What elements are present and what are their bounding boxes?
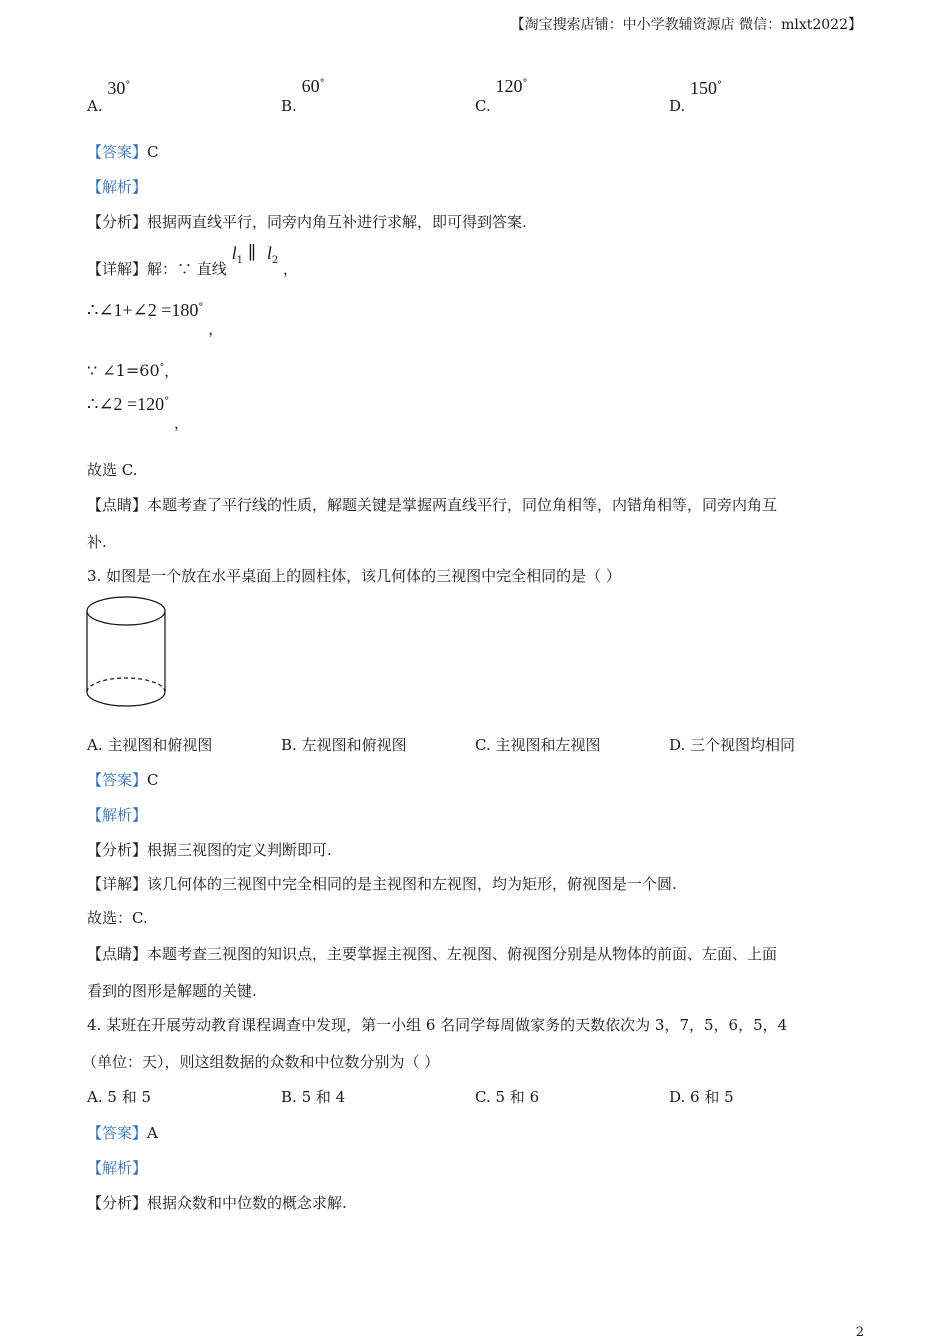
q4-fenxi: 【分析】根据众数和中位数的概念求解. [87,1194,347,1212]
q3-option-c: C. 主视图和左视图 [475,736,601,754]
q2-dianjing-cont: 补. [87,533,107,551]
page-header: 【淘宝搜索店铺：中小学教辅资源店 微信：mlxt2022】 [510,17,862,33]
q3-dianjing-cont: 看到的图形是解题的关键. [87,982,257,1000]
q2-option-d: D. 150° [669,78,723,115]
q3-answer: 【答案】C [87,771,159,789]
q2-fenxi: 【分析】根据两直线平行，同旁内角互补进行求解，即可得到答案. [87,213,527,231]
q4-answer: 【答案】A [87,1124,158,1142]
q2-analysis-tag: 【解析】 [87,178,148,196]
q4-option-c: C. 5 和 6 [475,1088,540,1106]
q2-dianjing: 【点睛】本题考查了平行线的性质，解题关键是掌握两直线平行，同位角相等，内错角相等，同旁内角互 [87,496,778,514]
q4-option-b: B. 5 和 4 [281,1088,346,1106]
q2-option-b: B. 60° [281,76,325,115]
q3-xiangjie: 【详解】该几何体的三视图中完全相同的是主视图和左视图，均为矩形，俯视图是一个圆. [87,875,677,893]
q4-option-d: D. 6 和 5 [669,1088,734,1106]
q4-option-a: A. 5 和 5 [87,1088,152,1106]
q3-option-a: A. 主视图和俯视图 [87,736,213,754]
q3-fenxi: 【分析】根据三视图的定义判断即可. [87,841,332,859]
q4-analysis-tag: 【解析】 [87,1159,148,1177]
q2-option-a: A. 30° [87,78,131,115]
q3-option-d: D. 三个视图均相同 [669,736,796,754]
page-number: 2 [855,1325,864,1340]
q4-stem-line2: （单位：天），则这组数据的众数和中位数分别为（ ） [82,1053,440,1071]
q3-option-b: B. 左视图和俯视图 [281,736,407,754]
q2-option-c: C. 120° [475,76,528,115]
q3-dianjing: 【点睛】本题考查三视图的知识点，主要掌握主视图、左视图、俯视图分别是从物体的前面、左面、上面 [87,945,778,963]
q2-xiangjie: 【详解】解：∵ 直线 $l_1$ ∥ $l_2$ ， [87,243,299,278]
q3-stem: 3. 如图是一个放在水平桌面上的圆柱体，该几何体的三视图中完全相同的是（ ） [87,567,621,585]
q4-stem-line1: 4. 某班在开展劳动教育课程调查中发现，第一小组 6 名同学每周做家务的天数依次为 3，7，5，6，5，4 [87,1016,788,1034]
cylinder-bottom-front [87,692,165,706]
cylinder-figure [84,594,170,710]
q2-guxuan: 故选 C. [87,461,138,479]
q2-step2: ∵ ∠1=60°， [87,361,180,380]
q2-step1: ∴∠1+∠2 =180° ， [87,300,224,338]
cylinder-bottom-hidden [87,678,165,692]
q2-step3: ∴∠2 =120° ， [87,394,189,432]
q3-guxuan: 故选：C. [87,909,148,927]
q3-analysis-tag: 【解析】 [87,806,148,824]
cylinder-top-ellipse [87,597,165,625]
q2-answer: 【答案】C [87,143,159,161]
